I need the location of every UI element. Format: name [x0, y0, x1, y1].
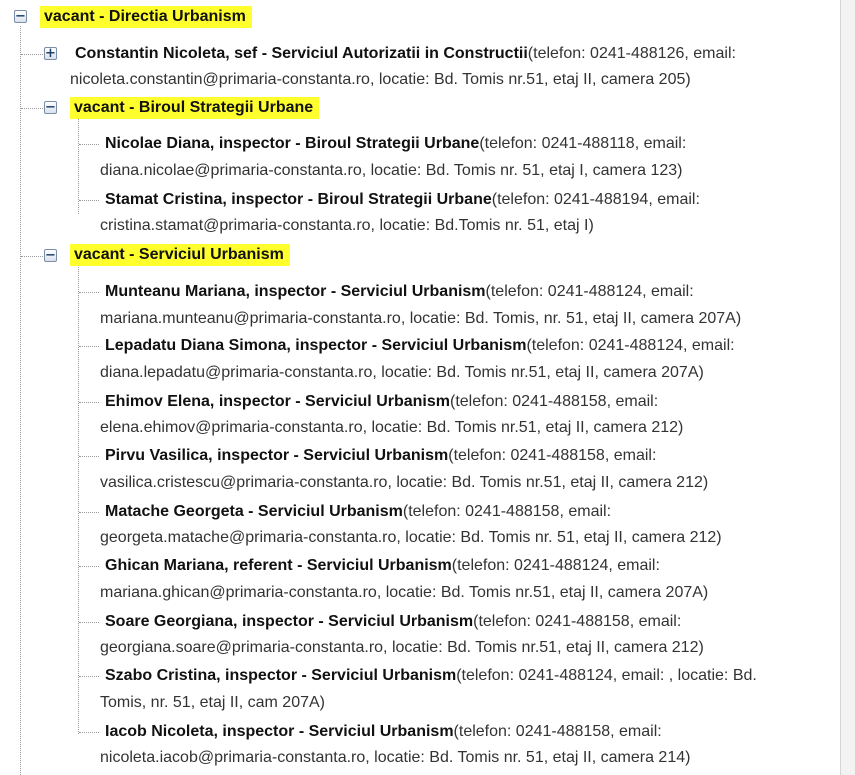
employee-name: Constantin Nicoleta, sef - Serviciul Autorizatii in Constructii [75, 45, 528, 62]
employee-contact-line2: elena.ehimov@primaria-constanta.ro, locatie: Bd. Tomis nr.51, etaj II, camera 212) [100, 419, 684, 436]
tree-item-pirvu-vasilica[interactable] [105, 443, 656, 469]
tree-guide-urbanism [78, 264, 79, 734]
tree-item-ehimov-elena[interactable] [105, 389, 658, 415]
tree-connector [79, 732, 99, 733]
employee-contact: (telefon: 0241-488118, email: [479, 135, 687, 152]
tree-item-constantin[interactable] [75, 41, 736, 67]
plus-box-icon[interactable]: + [45, 46, 56, 61]
employee-contact-line2: diana.lepadatu@primaria-constanta.ro, locatie: Bd. Tomis nr.51, etaj II, camera 207A) [100, 364, 704, 381]
tree-connector [79, 512, 99, 513]
employee-name: Lepadatu Diana Simona, inspector - Serviciul Urbanism [105, 337, 527, 354]
employee-name: Nicolae Diana, inspector - Biroul Strategii Urbane [105, 135, 480, 152]
employee-contact: (telefon: 0241-488124, email: [485, 283, 694, 300]
employee-contact: (telefon: 0241-488158, email: [448, 447, 657, 464]
employee-contact: (telefon: 0241-488158, email: [453, 723, 662, 740]
employee-contact-line2: cristina.stamat@primaria-constanta.ro, locatie: Bd.Tomis nr. 51, etaj I) [100, 217, 594, 234]
employee-name: Ghican Mariana, referent - Serviciul Urbanism [105, 557, 452, 574]
tree-connector [79, 144, 99, 145]
tree-guide-root [20, 26, 21, 775]
tree-item-ghican-mariana[interactable] [105, 553, 660, 579]
tree-item-szabo-cristina[interactable] [105, 663, 757, 689]
employee-contact: (telefon: 0241-488158, email: [402, 503, 612, 520]
tree-connector [79, 292, 99, 293]
employee-contact-line2: mariana.ghican@primaria-constanta.ro, locatie: Bd. Tomis nr.51, etaj II, camera 207A) [100, 584, 709, 601]
employee-contact: (telefon: 0241-488158, email: [450, 393, 659, 410]
employee-contact-line2: vasilica.cristescu@primaria-constanta.ro, locatie: Bd. Tomis nr.51, etaj II, camera 212) [100, 474, 709, 491]
employee-name: Munteanu Mariana, inspector - Serviciul Urbanism [105, 283, 486, 300]
employee-contact-line2: mariana.munteanu@primaria-constanta.ro, locatie: Bd. Tomis, nr. 51, etaj II, camera 207A) [100, 310, 742, 327]
tree-connector [79, 456, 99, 457]
group-node-biroul-strategii-urbane[interactable]: vacant - Biroul Strategii Urbane [70, 97, 319, 119]
tree-connector [79, 622, 99, 623]
vertical-scrollbar[interactable] [840, 0, 855, 775]
tree-item-lepadatu-diana[interactable] [105, 333, 735, 359]
tree-connector [21, 108, 43, 109]
employee-contact: (telefon: 0241-488126, email: [527, 45, 736, 62]
employee-name: Soare Georgiana, inspector - Serviciul Urbanism [105, 613, 474, 630]
tree-connector [79, 676, 99, 677]
employee-contact-line2: Tomis, nr. 51, etaj II, cam 207A) [100, 694, 325, 711]
employee-contact: (telefon: 0241-488158, email: [473, 613, 682, 630]
tree-connector [79, 346, 99, 347]
employee-name: Szabo Cristina, inspector - Serviciul Urbanism [105, 667, 457, 684]
employee-name: Matache Georgeta - Serviciul Urbanism [105, 503, 403, 520]
employee-contact-line2: georgiana.soare@primaria-constanta.ro, locatie: Bd. Tomis nr.51, etaj II, camera 212) [100, 639, 704, 656]
employee-name: Iacob Nicoleta, inspector - Serviciul Urbanism [105, 723, 454, 740]
group-node-serviciul-urbanism[interactable]: vacant - Serviciul Urbanism [70, 244, 290, 266]
employee-contact-line2: nicoleta.constantin@primaria-constanta.ro, locatie: Bd. Tomis nr.51, etaj II, camera 205) [70, 71, 691, 88]
employee-contact-line2: georgeta.matache@primaria-constanta.ro, locatie: Bd. Tomis nr. 51, etaj II, camera 212) [100, 529, 722, 546]
tree-connector [79, 200, 99, 201]
employee-contact: (telefon: 0241-488124, email: [451, 557, 660, 574]
root-node-label[interactable]: vacant - Directia Urbanism [40, 6, 252, 28]
tree-connector [79, 402, 99, 403]
employee-contact: (telefon: 0241-488194, email: [491, 191, 700, 208]
tree-connector [79, 566, 99, 567]
tree-item-munteanu-mariana[interactable] [105, 279, 694, 305]
tree-item-stamat-cristina[interactable] [105, 187, 700, 213]
employee-name: Ehimov Elena, inspector - Serviciul Urbanism [105, 393, 450, 410]
employee-contact-line2: nicoleta.iacob@primaria-constanta.ro, locatie: Bd. Tomis nr. 51, etaj II, camera 214) [100, 749, 691, 766]
tree-connector [21, 54, 43, 55]
employee-name: Stamat Cristina, inspector - Biroul Strategii Urbane [105, 191, 492, 208]
minus-box-icon[interactable]: − [15, 9, 26, 24]
tree-item-soare-georgiana[interactable] [105, 609, 681, 635]
minus-box-icon[interactable]: − [45, 248, 56, 263]
employee-contact: (telefon: 0241-488124, email: , locatie: Bd. [456, 667, 757, 684]
minus-box-icon[interactable]: − [45, 100, 56, 115]
tree-item-iacob-nicoleta[interactable] [105, 719, 662, 745]
tree-connector [21, 256, 43, 257]
employee-contact: (telefon: 0241-488124, email: [526, 337, 735, 354]
employee-contact-line2: diana.nicolae@primaria-constanta.ro, locatie: Bd. Tomis nr. 51, etaj I, camera 123) [100, 162, 683, 179]
tree-item-nicolae-diana[interactable] [105, 131, 686, 157]
employee-name: Pirvu Vasilica, inspector - Serviciul Urbanism [105, 447, 449, 464]
tree-item-matache-georgeta[interactable] [105, 499, 611, 525]
